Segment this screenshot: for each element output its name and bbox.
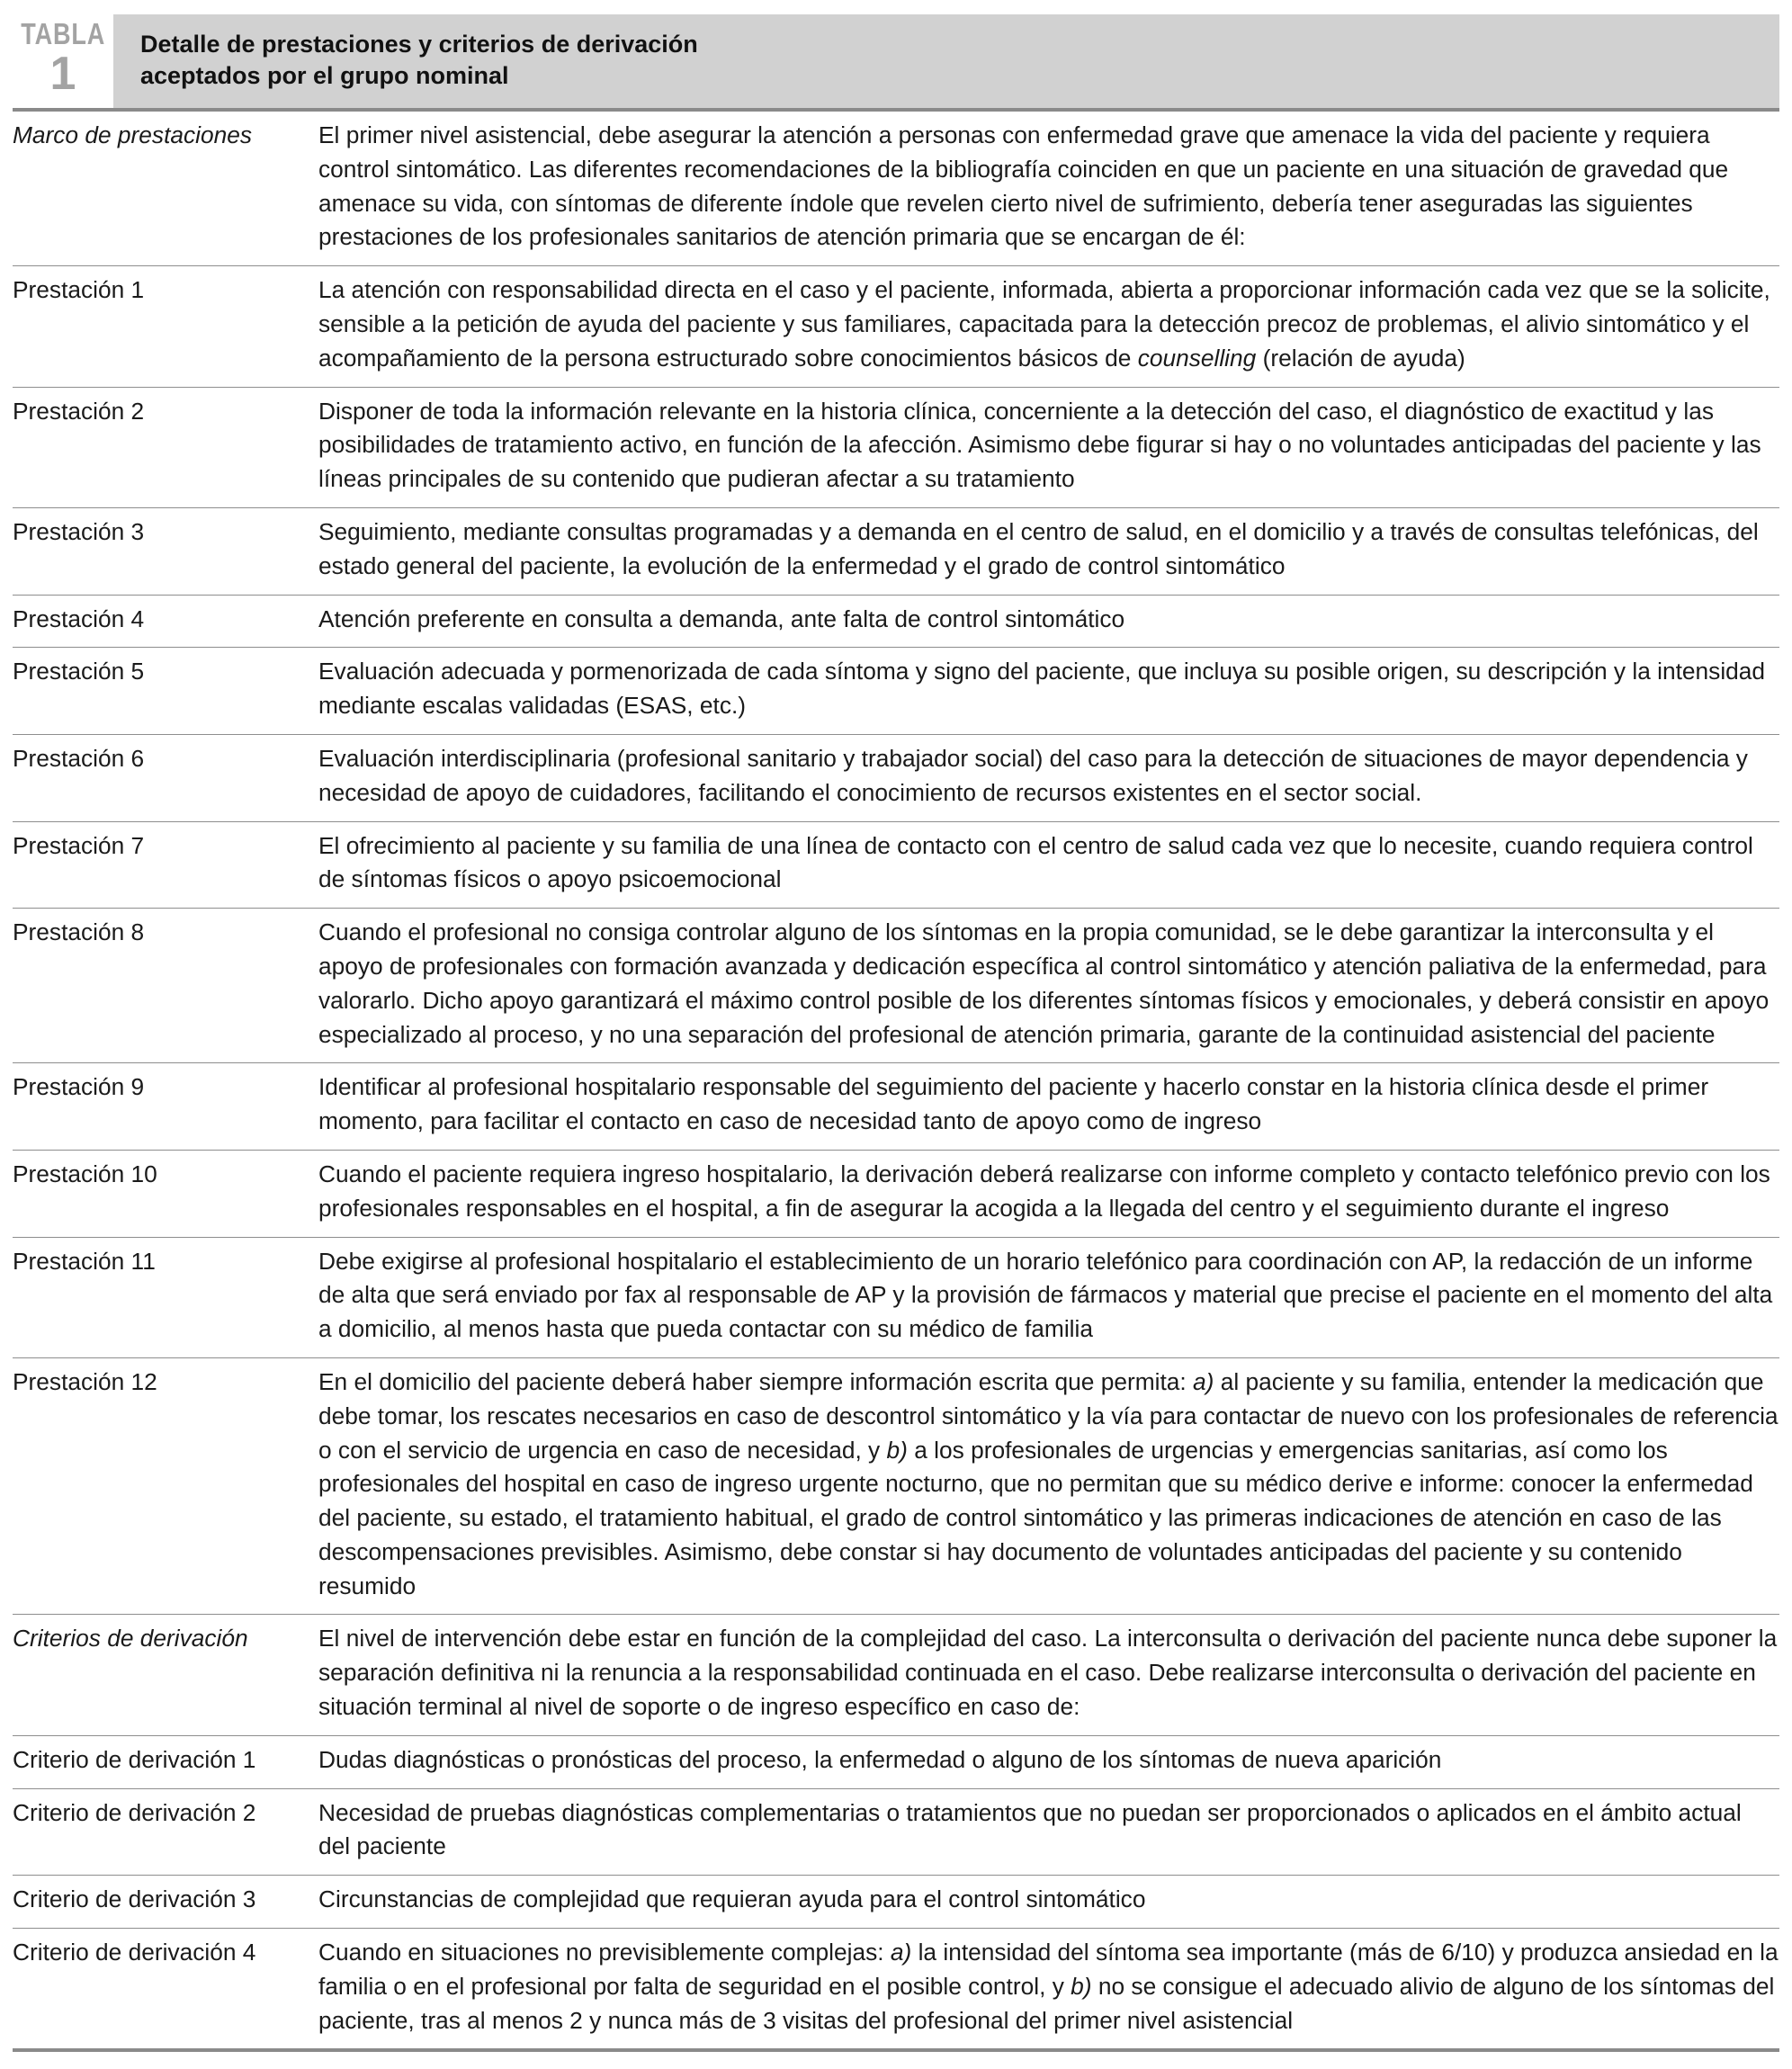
table-number-box — [13, 14, 113, 108]
row-text: Atención preferente en consulta a demanda, ante falta de control sintomático — [318, 595, 1779, 648]
row-text: Evaluación adecuada y pormenorizada de cada síntoma y signo del paciente, que incluya su posible origen, su descripción y la intensidad mediante escalas validadas (ESAS, etc.) — [318, 648, 1779, 735]
row-text: Cuando el paciente requiera ingreso hospitalario, la derivación deberá realizarse con informe completo y contacto telefónico previo con los profesionales responsables en el hospital, a fin de asegurar la acogida a la llegada del centro y el seguimiento durante el ingreso — [318, 1150, 1779, 1237]
row-label: Prestación 2 — [13, 387, 318, 507]
table-row — [13, 909, 1779, 1063]
row-text: El nivel de intervención debe estar en función de la complejidad del caso. La interconsulta o derivación del paciente nunca debe suponer la separación definitiva ni la renuncia a la responsabilidad continuada en el caso. Debe realizarse interconsulta o derivación del paciente en situación terminal al nivel de soporte o de ingreso específico en caso de: — [318, 1615, 1779, 1735]
table-title-box — [113, 14, 1779, 108]
row-label: Criterio de derivación 3 — [13, 1876, 318, 1929]
row-text-part: (relación de ayuda) — [1256, 344, 1465, 372]
row-text-part: a los profesionales de urgencias y emergencias sanitarias, así como los profesionales del hospital en caso de ingreso urgente nocturno, que no permitan que su médico derive e informe: conocer la enfermedad del paciente, su estado, el tratamiento habitual, el grado de control sintomático y las primeras indicaciones de atención en caso de las descompensaciones previsibles. Asimismo, debe constar si hay documento de voluntades anticipadas del paciente y su contenido resumido — [318, 1436, 1753, 1599]
row-text: El ofrecimiento al paciente y su familia de una línea de contacto con el centro de salud cada vez que lo necesite, cuando requiera control de síntomas físicos o apoyo psicoemocional — [318, 821, 1779, 909]
prestaciones-table — [13, 112, 1779, 2052]
row-text-italic: b) — [1071, 1972, 1092, 2000]
table-row — [13, 1876, 1779, 1929]
row-text-italic: b) — [886, 1436, 908, 1464]
row-text: Debe exigirse al profesional hospitalario el establecimiento de un horario telefónico para coordinación con AP, la redacción de un informe de alta que será enviado por fax al responsable de AP y la provisión de fármacos y material que precise el paciente en el momento del alta a domicilio, al menos hasta que pueda contactar con su médico de familia — [318, 1237, 1779, 1357]
row-text: Identificar al profesional hospitalario responsable del seguimiento del paciente y hacerlo constar en la historia clínica desde el primer momento, para facilitar el contacto en caso de necesidad tanto de apoyo como de ingreso — [318, 1063, 1779, 1151]
row-label: Prestación 3 — [13, 507, 318, 595]
table-row — [13, 1357, 1779, 1615]
row-label: Criterio de derivación 1 — [13, 1735, 318, 1788]
table-row — [13, 1788, 1779, 1876]
row-text — [318, 1357, 1779, 1615]
row-text-part: la intensidad del síntoma sea importante (más de 6/10) y produzca ansiedad en la familia o en el profesional por falta de seguridad en el posible control, y — [318, 1939, 1779, 2000]
row-label: Prestación 11 — [13, 1237, 318, 1357]
row-text: Dudas diagnósticas o pronósticas del proceso, la enfermedad o alguno de los síntomas de nueva aparición — [318, 1735, 1779, 1788]
row-text — [318, 266, 1779, 387]
table-title-line-2: aceptados por el grupo nominal — [140, 62, 509, 89]
table-row — [13, 507, 1779, 595]
table-row — [13, 648, 1779, 735]
row-text: Cuando el profesional no consiga controlar alguno de los síntomas en la propia comunidad, se le debe garantizar la interconsulta y el apoyo de profesionales con formación avanzada y dedicación específica al control sintomático y atención paliativa de la enfermedad, para valorarlo. Dicho apoyo garantizará el máximo control posible de los diferentes síntomas físicos y emocionales, y deberá consistir en apoyo especializado al proceso, y no una separación del profesional de atención primaria, garante de la continuidad asistencial del paciente — [318, 909, 1779, 1063]
row-label: Criterio de derivación 4 — [13, 1929, 318, 2051]
row-text-part: En el domicilio del paciente deberá haber siempre información escrita que permita: — [318, 1367, 1194, 1395]
row-text: Disponer de toda la información relevante en la historia clínica, concerniente a la detección del caso, el diagnóstico de exactitud y las posibilidades de tratamiento activo, en función de la afección. Asimismo debe figurar si hay o no voluntades anticipadas del paciente y las líneas principales de su contenido que pudieran afectar a su tratamiento — [318, 387, 1779, 507]
row-text-part: La atención con responsabilidad directa en el caso y el paciente, informada, abierta a proporcionar información cada vez que se la solicite, sensible a la petición de ayuda del paciente y sus familiares, capacitada para la detección precoz de problemas, el alivio sintomático y el acompañamiento de la persona estructurado sobre conocimientos básicos de — [318, 276, 1770, 372]
row-text: Necesidad de pruebas diagnósticas complementarias o tratamientos que no puedan ser proporcionados o aplicados en el ámbito actual del paciente — [318, 1788, 1779, 1876]
table-row — [13, 1735, 1779, 1788]
row-text-part: al paciente y su familia, entender la medicación que debe tomar, los rescates necesarios en caso de descontrol sintomático y la vía para contactar de nuevo con los profesionales de referencia o con el servicio de urgencia en caso de necesidad, y — [318, 1367, 1779, 1464]
row-label: Prestación 10 — [13, 1150, 318, 1237]
row-text: Seguimiento, mediante consultas programadas y a demanda en el centro de salud, en el domicilio y a través de consultas telefónicas, del estado general del paciente, la evolución de la enfermedad y el grado de control sintomático — [318, 507, 1779, 595]
table-row — [13, 1615, 1779, 1735]
table-row — [13, 1150, 1779, 1237]
row-text-italic: a) — [1193, 1367, 1214, 1395]
table-row — [13, 112, 1779, 266]
row-text-part: no se consigue el adecuado alivio de alguno de los síntomas del paciente, tras al menos 2 y nunca más de 3 visitas del profesional del primer nivel asistencial — [318, 1972, 1775, 2034]
row-label: Prestación 1 — [13, 266, 318, 387]
row-text — [318, 1929, 1779, 2051]
row-text: Circunstancias de complejidad que requieran ayuda para el control sintomático — [318, 1876, 1779, 1929]
row-text: Evaluación interdisciplinaria (profesional sanitario y trabajador social) del caso para la detección de situaciones de mayor dependencia y necesidad de apoyo de cuidadores, facilitando el conocimiento de recursos existentes en el sector social. — [318, 734, 1779, 821]
row-label: Prestación 6 — [13, 734, 318, 821]
table-row — [13, 1929, 1779, 2051]
row-label: Criterios de derivación — [13, 1615, 318, 1735]
row-label: Prestación 4 — [13, 595, 318, 648]
row-label: Criterio de derivación 2 — [13, 1788, 318, 1876]
row-label: Marco de prestaciones — [13, 112, 318, 266]
table-label: TABLA — [21, 17, 105, 50]
table-row — [13, 387, 1779, 507]
table-row — [13, 595, 1779, 648]
table-row — [13, 1237, 1779, 1357]
row-label: Prestación 12 — [13, 1357, 318, 1615]
row-label: Prestación 8 — [13, 909, 318, 1063]
table-title-line-1: Detalle de prestaciones y criterios de derivación — [140, 31, 698, 58]
table-row — [13, 821, 1779, 909]
row-label: Prestación 7 — [13, 821, 318, 909]
table-row — [13, 266, 1779, 387]
table-row — [13, 734, 1779, 821]
table-number: 1 — [49, 48, 76, 100]
row-text-italic: a) — [890, 1939, 912, 1966]
row-text-part: Cuando en situaciones no previsiblemente complejas: — [318, 1939, 891, 1966]
table-page — [13, 14, 1779, 2052]
row-text-italic: counselling — [1137, 344, 1257, 372]
row-label: Prestación 9 — [13, 1063, 318, 1151]
row-text: El primer nivel asistencial, debe asegurar la atención a personas con enfermedad grave que amenace la vida del paciente y requiera control sintomático. Las diferentes recomendaciones de la bibliografía coinciden en que un paciente en una situación de gravedad que amenace su vida, con síntomas de diferente índole que revelen cierto nivel de sufrimiento, debería tener aseguradas las siguientes prestaciones de los profesionales sanitarios de atención primaria que se encargan de él: — [318, 112, 1779, 266]
row-label: Prestación 5 — [13, 648, 318, 735]
table-row — [13, 1063, 1779, 1151]
table-header — [13, 14, 1779, 112]
